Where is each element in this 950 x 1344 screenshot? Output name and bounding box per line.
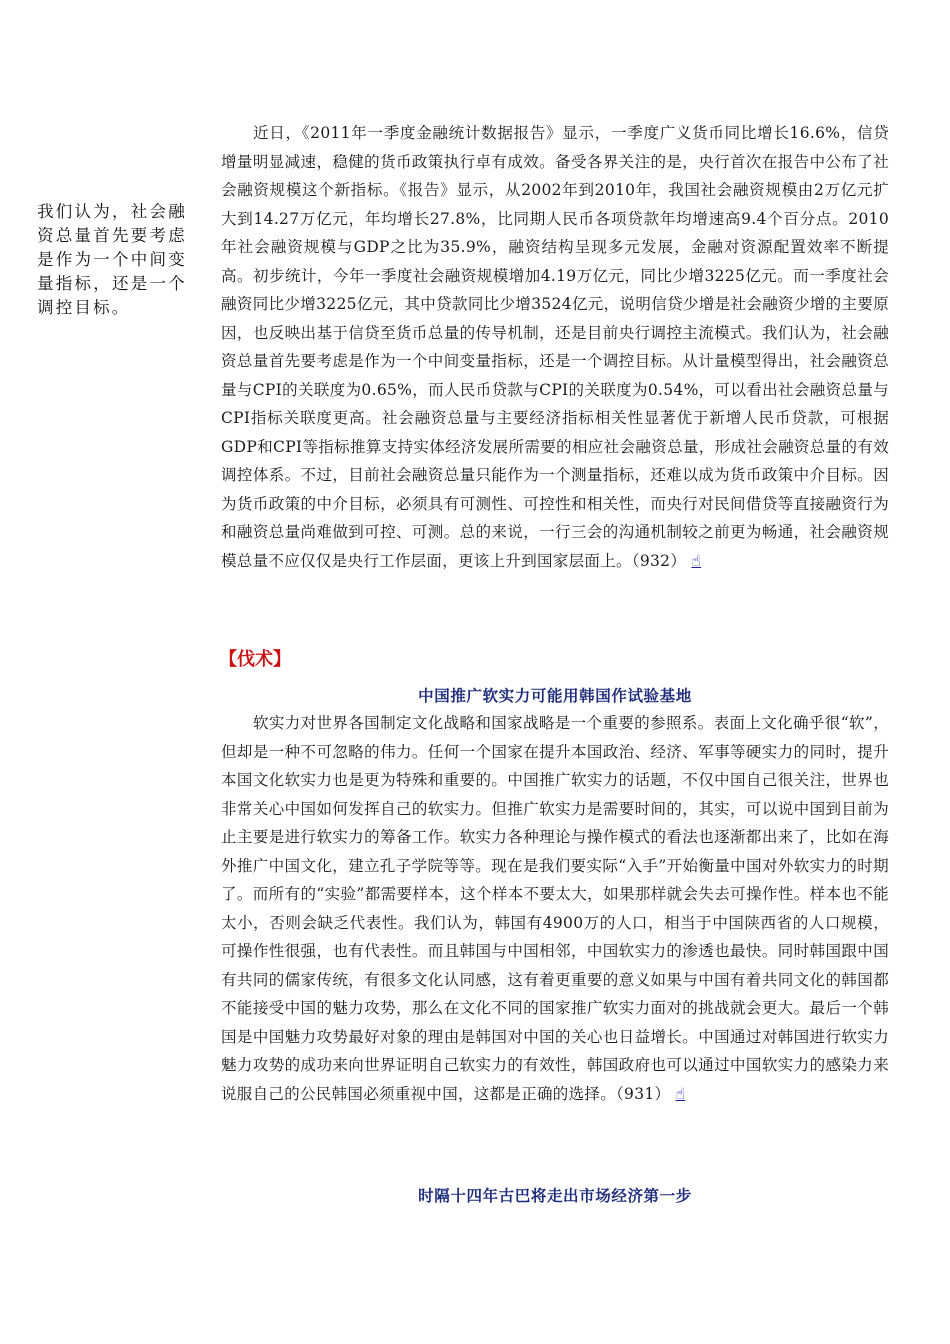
pointing-hand-link-icon[interactable]: ☝ <box>691 551 702 570</box>
article-1-text: 近日，《2011年一季度金融统计数据报告》显示，一季度广义货币同比增长16.6%，信贷增量明显减速，稳健的货币政策执行卓有成效。备受各界关注的是，央行首次在报告中公布了社会融资规模这个新指标。《报告》显示，从2002年到2010年，我国社会融资规模由2万亿元扩大到14.27万亿元，年均增长27.8%，比同期人民币各项贷款年均增速高9.4个百分点。2010年社会融资规模与GDP之比为35.9%，融资结构呈现多元发展，金融对资源配置效率不断提高。初步统计，今年一季度社会融资规模增加4.19万亿元，同比少增3225亿元。而一季度社会融资同比少增3225亿元，其中贷款同比少增3524亿元，说明信贷少增是社会融资少增的主要原因，也反映出基于信贷至货币总量的传导机制，还是目前央行调控主流模式。我们认为，社会融资总量首先要考虑是作为一个中间变量指标，还是一个调控目标。从计量模型得出，社会融资总量与CPI的关联度为0.65%，而人民币贷款与CPI的关联度为0.54%，可以看出社会融资总量与CPI指标关联度更高。社会融资总量与主要经济指标相关性显著优于新增人民币贷款，可根据GDP和CPI等指标推算支持实体经济发展所需要的相应社会融资总量，形成社会融资总量的有效调控体系。不过，目前社会融资总量只能作为一个测量指标，还难以成为货币政策中介目标。因为货币政策的中介目标，必须具有可测性、可控性和相关性，而央行对民间借贷等直接融资行为和融资总量尚难做到可控、可测。总的来说，一行三会的沟通机制较之前更为畅通，社会融资规模总量不应仅仅是央行工作层面，更该上升到国家层面上。（932） <box>221 124 889 570</box>
article-2-title: 中国推广软实力可能用韩国作试验基地 <box>418 687 692 705</box>
article-1-body <box>221 119 889 575</box>
section-heading: 【伐术】 <box>219 649 291 670</box>
pointing-hand-link-icon[interactable]: ☝ <box>675 1084 686 1103</box>
article-2-text: 软实力对世界各国制定文化战略和国家战略是一个重要的参照系。表面上文化确乎很“软”，但却是一种不可忽略的伟力。任何一个国家在提升本国政治、经济、军事等硬实力的同时，提升本国文化软实力也是更为特殊和重要的。中国推广软实力的话题，不仅中国自己很关注，世界也非常关心中国如何发挥自己的软实力。但推广软实力是需要时间的，其实，可以说中国到目前为止主要是进行软实力的筹备工作。软实力各种理论与操作模式的看法也逐渐都出来了，比如在海外推广中国文化，建立孔子学院等等。现在是我们要实际“入手”开始衡量中国对外软实力的时期了。而所有的“实验”都需要样本，这个样本不要太大，如果那样就会失去可操作性。样本也不能太小，否则会缺乏代表性。我们认为，韩国有4900万的人口，相当于中国陕西省的人口规模，可操作性很强，也有代表性。而且韩国与中国相邻，中国软实力的渗透也最快。同时韩国跟中国有共同的儒家传统，有很多文化认同感，这有着更重要的意义如果与中国有着共同文化的韩国都不能接受中国的魅力攻势，那么在文化不同的国家推广软实力面对的挑战就会更大。最后一个韩国是中国魅力攻势最好对象的理由是韩国对中国的关心也日益增长。中国通过对韩国进行软实力魅力攻势的成功来向世界证明自己软实力的有效性，韩国政府也可以通过中国软实力的感染力来说服自己的公民韩国必须重视中国，这都是正确的选择。（931） <box>221 714 889 1103</box>
article-3-title: 时隔十四年古巴将走出市场经济第一步 <box>418 1187 692 1205</box>
article-2-body <box>221 709 889 1108</box>
sidebar-pull-quote: 我们认为，社会融资总量首先要考虑是作为一个中间变量指标，还是一个调控目标。 <box>37 202 187 317</box>
